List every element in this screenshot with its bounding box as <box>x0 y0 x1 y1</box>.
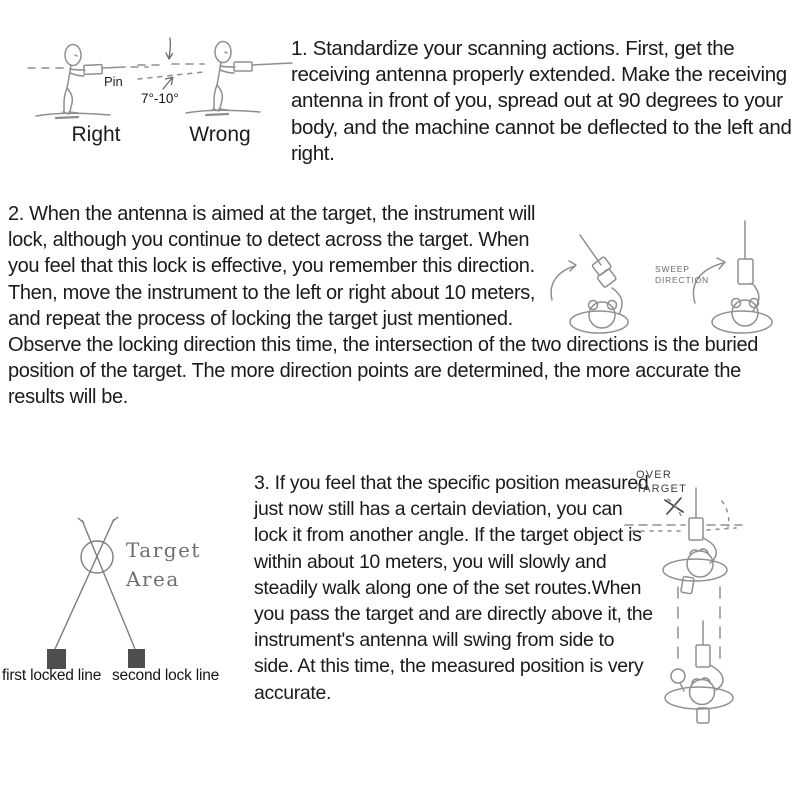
posture-illustration <box>20 28 296 150</box>
over-target-illustration <box>622 455 800 795</box>
over-target-label-line1: OVER <box>636 469 672 481</box>
over-target-label <box>636 468 687 496</box>
second-lock-line-caption: second lock line <box>112 667 220 684</box>
target-area-label <box>126 536 201 594</box>
angle-annotation <box>138 38 204 89</box>
sweep-figure-left <box>551 235 628 333</box>
paragraph-2: 2. When the antenna is aimed at the target, the instrument will lock, although you continue to detect across the target. When you feel that this lock is effective, you remember this direction. Then, move the instrument to the left or right about 10 meters, and repeat the process of locking the target just mentioned. Observe the locking direction this time, the intersection of the two directions is the buried position of the target. The more direction points are determined, the more accurate the results will be. <box>8 203 759 409</box>
sweep-illustration <box>549 203 794 329</box>
paragraph-2-block <box>8 201 794 411</box>
paragraph-1: 1. Standardize your scanning actions. First, get the receiving antenna properly extended. Make the receiving antenna in front of you, spread out at 90 degrees to your body, and the machine cannot be deflected to the left and right. <box>291 37 792 165</box>
over-target-x-mark <box>665 498 683 514</box>
pin-label: Pin <box>104 74 123 89</box>
right-posture-figure <box>28 45 148 119</box>
second-line-marker <box>128 649 145 668</box>
wrong-label: Wrong <box>189 123 251 146</box>
paragraph-3: 3. If you feel that the specific position measured just now still has a certain deviation, you can lock it from another angle. If the target object is within about 10 meters, you will slowly and steadily walk along one of the set routes.When you pass the target and are directly above it, the instrument's antenna will swing from side to side. At this time, the measured position is very accurate. <box>254 472 653 704</box>
walking-figure-top <box>625 488 742 594</box>
over-target-sketch <box>622 455 800 795</box>
first-line-marker <box>47 649 66 669</box>
first-locked-line-caption: first locked line <box>2 667 102 684</box>
sweep-direction-label <box>655 264 709 285</box>
angle-label: 7°-10° <box>141 91 179 106</box>
over-target-label-line2: TARGET <box>636 483 687 495</box>
target-area-label-line2: Area <box>126 567 180 591</box>
posture-sketch <box>20 28 296 124</box>
sweep-direction-label-line1: SWEEP <box>655 264 690 274</box>
sweep-direction-label-line2: DIRECTION <box>655 274 709 285</box>
right-label: Right <box>71 123 121 146</box>
walking-figure-bottom <box>665 621 733 723</box>
target-intersection-diagram <box>0 486 240 706</box>
wrong-posture-figure <box>186 42 292 116</box>
target-area-label-line1: Target <box>126 538 201 562</box>
intersection-sketch <box>0 486 240 671</box>
